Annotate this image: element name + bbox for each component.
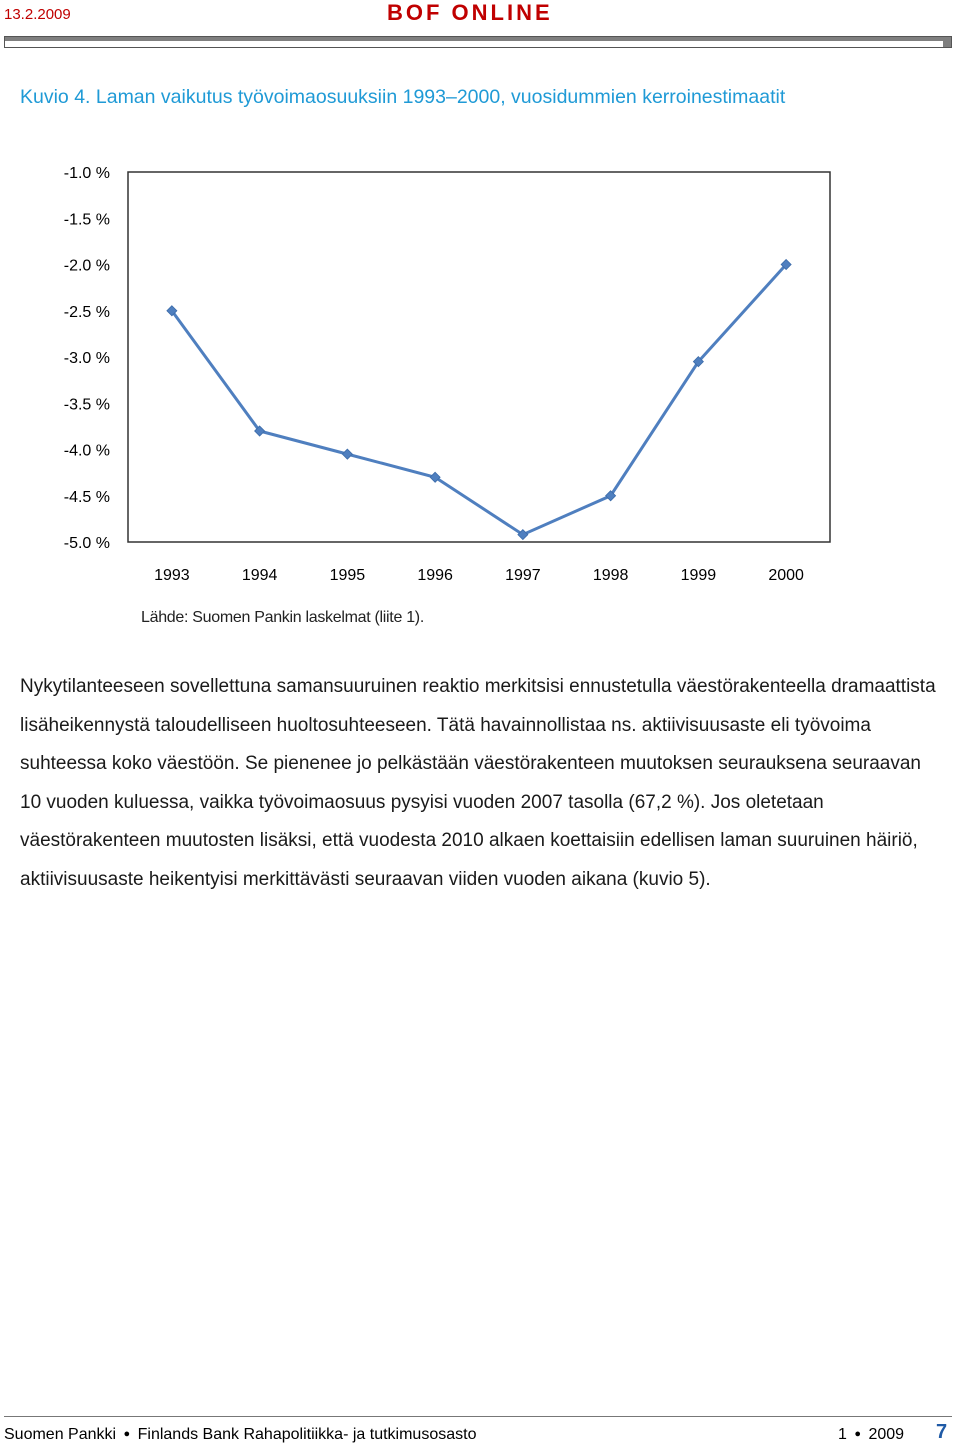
x-tick-label: 1994 bbox=[241, 567, 278, 584]
source-note: Lähde: Suomen Pankin laskelmat (liite 1). bbox=[141, 609, 424, 626]
publication-title: BOF ONLINE bbox=[387, 0, 553, 25]
x-tick-label: 1999 bbox=[680, 567, 717, 584]
y-tick-label: -3.5 % bbox=[63, 396, 110, 414]
footer-year: 2009 bbox=[868, 1426, 905, 1443]
footer-issue-number: 1 bbox=[838, 1426, 847, 1443]
x-tick-label: 2000 bbox=[768, 567, 804, 584]
bullet-icon: ● bbox=[854, 1428, 862, 1440]
y-tick-label: -2.0 % bbox=[63, 257, 110, 275]
y-tick-label: -3.0 % bbox=[63, 350, 110, 367]
y-tick-label: -1.0 % bbox=[63, 165, 110, 182]
header-rule bbox=[4, 36, 952, 48]
footer-org1: Suomen Pankki bbox=[4, 1426, 117, 1443]
y-tick-label: -4.5 % bbox=[63, 488, 110, 506]
y-tick-label: -4.0 % bbox=[63, 442, 110, 460]
footer-org2: Finlands Bank bbox=[137, 1426, 240, 1443]
page-number: 7 bbox=[936, 1421, 948, 1443]
x-tick-label: 1997 bbox=[505, 567, 541, 584]
line-chart bbox=[0, 150, 960, 590]
footer-dept: Rahapolitiikka- ja tutkimusosasto bbox=[243, 1426, 477, 1443]
footer-issue bbox=[838, 1426, 904, 1444]
x-tick-label: 1995 bbox=[329, 567, 366, 584]
body-paragraph: Nykytilanteeseen sovellettuna samansuuruinen reaktio merkitsisi ennustetulla väestörakenteella dramaattista lisäheikennystä taloudelliseen huoltosuhteeseen. Tätä havainnollistaa ns. aktiivisuusaste eli työvoima suhteessa koko väestöön. Se pienenee jo pelkästään väestörakenteen muutoksen seurauksena seuraavan 10 vuoden kuluessa, vaikka työvoimaosuus pysyisi vuoden 2007 tasolla (67,2 %). Jos oletetaan väestörakenteen muutosten lisäksi, että vuodesta 2010 alkaen koettaisiin edellisen laman suuruinen häiriö, aktiivisuusaste heikentyisi merkittävästi seuraavan viiden vuoden aikana (kuvio 5). bbox=[20, 676, 936, 890]
y-tick-label: -1.5 % bbox=[63, 211, 110, 229]
x-axis-ticks bbox=[154, 567, 804, 584]
x-tick-label: 1998 bbox=[592, 567, 629, 584]
footer-rule bbox=[4, 1416, 952, 1417]
bullet-icon: ● bbox=[123, 1428, 131, 1440]
y-axis-ticks bbox=[64, 165, 110, 552]
y-tick-label: -2.5 % bbox=[63, 303, 110, 321]
x-tick-label: 1993 bbox=[154, 567, 190, 584]
figure-title: Kuvio 4. Laman vaikutus työvoimaosuuksiin 1993–2000, vuosidummien kerroinestimaatit bbox=[20, 86, 786, 108]
y-tick-label: -5.0 % bbox=[63, 535, 110, 552]
header-date: 13.2.2009 bbox=[4, 6, 71, 23]
plot-area bbox=[128, 172, 830, 542]
footer-publisher bbox=[4, 1426, 476, 1444]
x-tick-label: 1996 bbox=[417, 567, 453, 584]
body-text bbox=[20, 668, 945, 900]
